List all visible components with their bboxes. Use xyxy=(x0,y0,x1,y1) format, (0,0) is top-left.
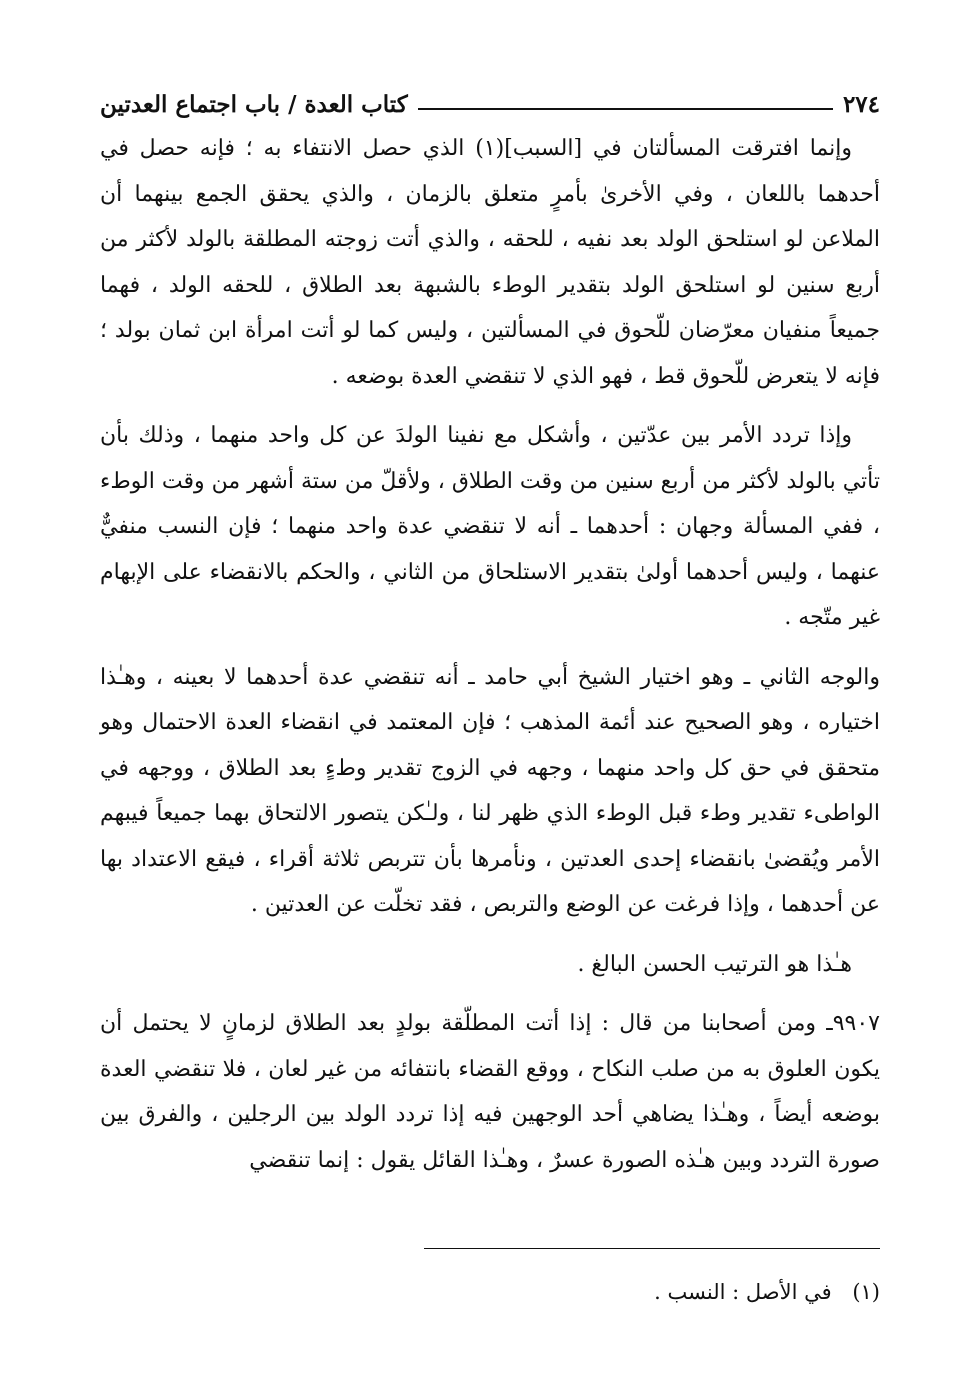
footnote-text: في الأصل : النسب . xyxy=(654,1280,832,1304)
header-rule xyxy=(418,108,833,110)
running-title: كتاب العدة / باب اجتماع العدتين xyxy=(100,91,408,118)
paragraph-3: والوجه الثاني ـ وهو اختيار الشيخ أبي حامد ـ أنه تنقضي عدة أحدهما لا بعينه ، وهـٰذا اختياره ، وهو الصحيح عند أئمة المذهب ؛ فإن المعتمد في انقضاء العدة الاحتمال وهو متحقق في حق كل واحد منهما ، وجهه في الزوج تقدير وطءٍ بعد الطلاق ، ووجهه في الواطىء تقدير وطء قبل الوطء الذي ظهر لنا ، ولـٰكن يتصور الالتحاق بهما جميعاً فيبهم الأمر ويُقضىٰ بانقضاء إحدى العدتين ، ونأمرها بأن تتربص ثلاثة أقراء ، فيقع الاعتداد بها عن أحدهما ، وإذا فرغت عن الوضع والتربص ، فقد تخلّت عن العدتين . xyxy=(100,664,880,917)
footnote-number: (١) xyxy=(852,1280,880,1304)
paragraph-2: وإذا تردد الأمر بين عدّتين ، وأشكل مع نفينا الولدَ عن كل واحد منهما ، وذلك بأن تأتي بالولد لأكثر من أربع سنين من وقت الطلاق ، ولأقلّ من ستة أشهر من وقت الوطء ، ففي المسألة وجهان : أحدهما ـ أنه لا تنقضي عدة واحد منهما ؛ فإن النسب منفيٌّ عنهما ، وليس أحدهما أولىٰ بتقدير الاستلحاق من الثاني ، والحكم بالانقضاء على الإبهام غير متّجه . xyxy=(100,423,880,630)
footnote-separator xyxy=(424,1248,880,1249)
main-text xyxy=(100,126,880,1183)
paragraph-4: هـٰذا هو الترتيب الحسن البالغ . xyxy=(577,951,852,977)
page-header xyxy=(100,78,880,118)
footnote xyxy=(100,1276,880,1308)
page-number: ٢٧٤ xyxy=(842,91,880,118)
paragraph-5: ٩٩٠٧ـ ومن أصحابنا من قال : إذا أتت المطلّقة بولدٍ بعد الطلاق لزمانٍ لا يحتمل أن يكون العلوق به من صلب النكاح ، ووقع القضاء بانتفائه من غير لعان ، فلا تنقضي العدة بوضعه أيضاً ، وهـٰذا يضاهي أحد الوجهين فيه إذا تردد الولد بين الرجلين ، والفرق بين صورة التردد وبين هـٰذه الصورة عسرٌ ، وهـٰذا القائل يقول : إنما تنقضي xyxy=(100,1011,880,1173)
paragraph-1: وإنما افترقت المسألتان في [السبب](١) الذي حصل الانتفاء به ؛ فإنه حصل في أحدهما باللعان ، وفي الأخرىٰ بأمرٍ متعلق بالزمان ، والذي يحقق الجمع بينهما أن الملاعن لو استلحق الولد بعد نفيه ، للحقه ، والذي أتت زوجته المطلقة بالولد لأكثر من أربع سنين لو استلحق الولد بتقدير الوطء بالشبهة بعد الطلاق ، للحقه الولد ، فهما جميعاً منفيان معرّضان للّحوق في المسألتين ، وليس كما لو أتت امرأة ابن ثمان بولد ؛ فإنه لا يتعرض للّحوق قط ، فهو الذي لا تنقضي العدة بوضعه . xyxy=(100,136,880,389)
